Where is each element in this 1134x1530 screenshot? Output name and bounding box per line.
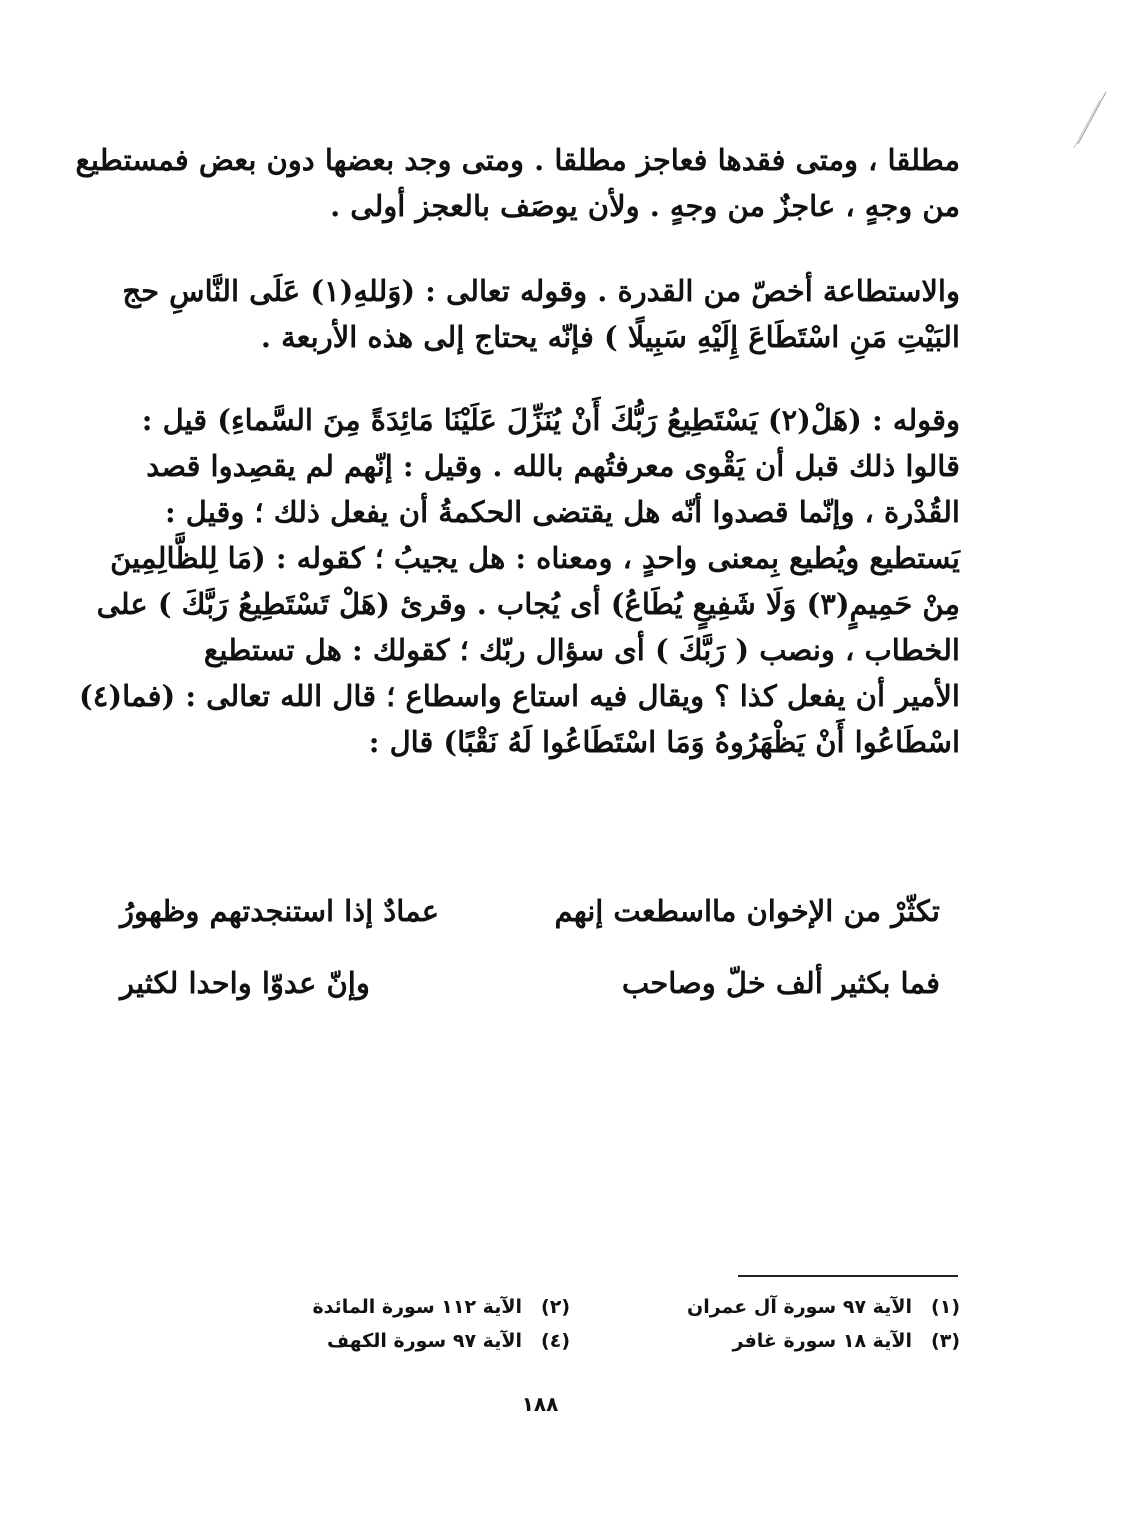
footnote-1 — [630, 1296, 960, 1318]
paragraph-2 — [100, 268, 960, 360]
text-line: مطلقا ، ومتى فقدها فعاجز مطلقا . ومتى وجد بعضها دون بعض فمستطيع — [75, 143, 960, 177]
footnotes — [240, 1290, 960, 1358]
footnote-number: (٢) — [541, 1296, 570, 1318]
text-line: من وجهٍ ، عاجزٌ من وجهٍ . ولأن يوصَف بالعجز أولى . — [330, 189, 960, 223]
pen-scratch-mark — [1070, 90, 1110, 150]
text-line: الخطاب ، ونصب ( رَبَّكَ ) أى سؤال ربّك ؛ كقولك : هل تستطيع — [203, 633, 960, 667]
footnote-text: الآية ١١٢ سورة المائدة — [312, 1296, 522, 1318]
text-line: اسْطَاعُوا أَنْ يَظْهَرُوهُ وَمَا اسْتَطَاعُوا لَهُ نَقْبًا) قال : — [368, 725, 960, 759]
text-line: مِنْ حَمِيمٍ(٣) وَلَا شَفِيعٍ يُطَاعُ) أى يُجاب . وقرئ (هَلْ تَسْتَطِيعُ رَبَّكَ ) على — [96, 587, 960, 621]
paragraph-3 — [79, 397, 960, 765]
footnote-3 — [630, 1330, 960, 1352]
text-line: قالوا ذلك قبل أن يَقْوى معرفتُهم بالله . وقيل : إنّهم لم يقصِدوا قصد — [146, 449, 960, 483]
text-line: البَيْتِ مَنِ اسْتَطَاعَ إِلَيْهِ سَبِيلًا ) فإنّه يحتاج إلى هذه الأربعة . — [260, 320, 960, 354]
verse-first-hemistich: فما بكثير ألف خلّ وصاحب — [621, 966, 940, 1000]
footnote-row — [240, 1324, 960, 1358]
footnote-text: الآية ١٨ سورة غافر — [732, 1330, 912, 1352]
verse-second-hemistich: وإنّ عدوّا واحدا لكثير — [120, 966, 370, 1000]
page-number: ١٨٨ — [521, 1392, 559, 1416]
footnote-text: الآية ٩٧ سورة آل عمران — [687, 1296, 912, 1318]
text-line: والاستطاعة أخصّ من القدرة . وقوله تعالى : (وَللهِ(١) عَلَى النَّاسِ حج — [122, 274, 960, 308]
footnote-separator — [738, 1275, 958, 1277]
footnote-2 — [240, 1296, 570, 1318]
verse-second-hemistich: عمادٌ إذا استنجدتهم وظهورُ — [120, 894, 440, 928]
footnote-number: (٣) — [931, 1330, 960, 1352]
text-line: القُدْرة ، وإنّما قصدوا أنّه هل يقتضى الحكمةُ أن يفعل ذلك ؛ وقيل : — [164, 495, 960, 529]
poem-verse-1 — [120, 894, 940, 928]
footnote-row — [240, 1290, 960, 1324]
footnote-4 — [240, 1330, 570, 1352]
footnote-number: (٤) — [541, 1330, 570, 1352]
footnote-text: الآية ٩٧ سورة الكهف — [327, 1330, 522, 1352]
text-line: يَستطيع ويُطيع بِمعنى واحدٍ ، ومعناه : هل يجيبُ ؛ كقوله : (مَا لِلظَّالِمِينَ — [110, 541, 960, 575]
paragraph-1 — [75, 137, 960, 229]
poem-verse-2 — [120, 966, 940, 1000]
verse-first-hemistich: تكثّرْ من الإخوان مااسطعت إنهم — [554, 894, 940, 928]
footnote-number: (١) — [931, 1296, 960, 1318]
text-line: وقوله : (هَلْ(٢) يَسْتَطِيعُ رَبُّكَ أَنْ يُنَزِّلَ عَلَيْنَا مَائِدَةً مِنَ السَّماءِ) قيل : — [141, 403, 960, 437]
text-line: الأمير أن يفعل كذا ؟ ويقال فيه استاع واسطاع ؛ قال الله تعالى : (فما(٤) — [79, 679, 960, 713]
